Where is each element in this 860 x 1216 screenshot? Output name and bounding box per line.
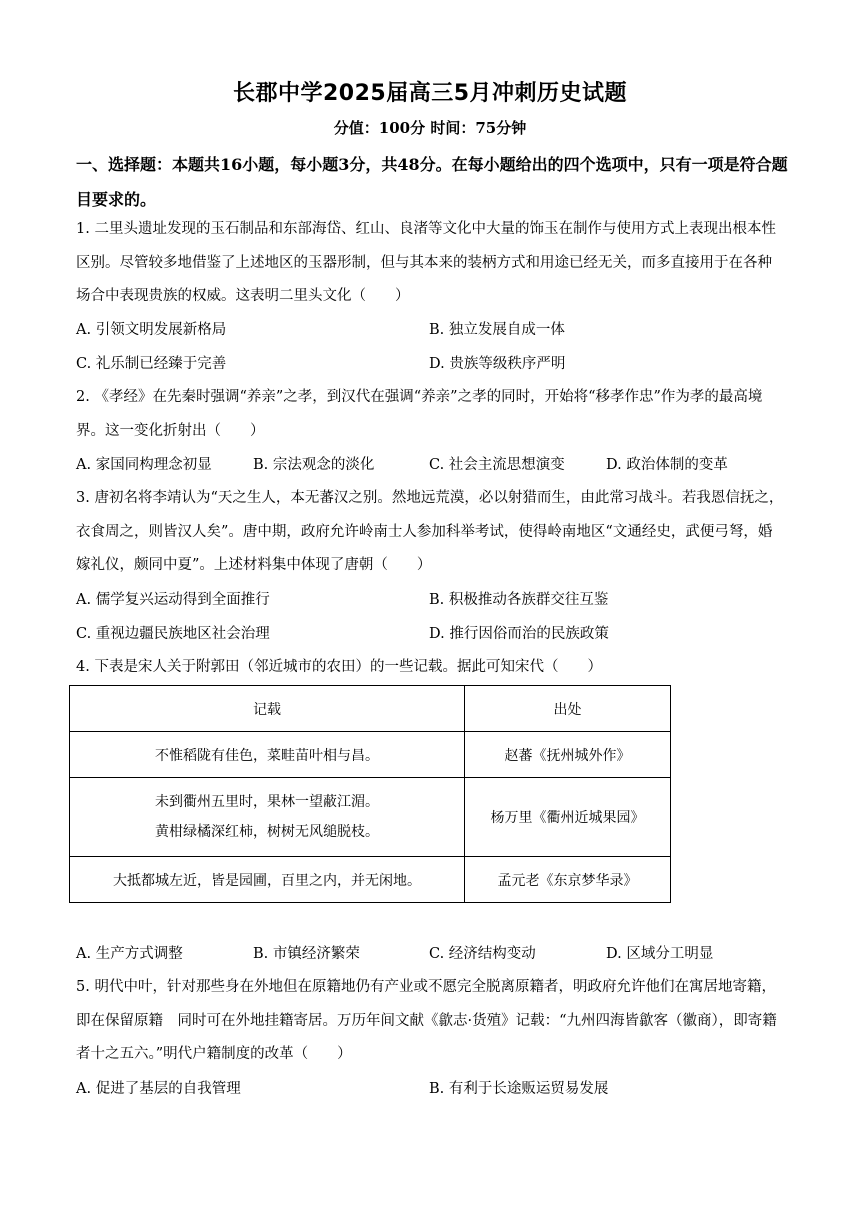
question-1-stem: 1. 二里头遗址发现的玉石制品和东部海岱、红山、良渚等文化中大量的饰玉在制作与使用方式上表现出根本性区别。尽管较多地借鉴了上述地区的玉器形制，但与其本来的装柄方式和用途已经无关，而多直接用于在各种场合中表现贵族的权威。这表明二里头文化（ ）	[76, 221, 776, 304]
question-3-options-2	[76, 617, 788, 651]
option-b: B. 宗法观念的淡化	[253, 457, 375, 473]
option-a: A. 家国同构理念初显	[76, 457, 212, 473]
option-d: D. 推行因俗而治的民族政策	[429, 626, 609, 642]
option-d: D. 政治体制的变革	[606, 457, 728, 473]
option-c: C. 经济结构变动	[429, 946, 536, 962]
record-line: 未到衢州五里时，果林一望蔽江湄。	[155, 794, 379, 810]
source-cell: 孟元老《东京梦华录》	[465, 857, 671, 903]
option-d: D. 贵族等级秩序严明	[429, 356, 566, 372]
table-row	[70, 732, 671, 778]
question-1-options-2	[76, 347, 788, 381]
question-3-stem: 3. 唐初名将李靖认为“天之生人，本无蕃汉之别。然地远荒漠，必以射猎而生，由此常习战斗。若我恩信抚之，衣食周之，则皆汉人矣”。唐中期，政府允许岭南士人参加科举考试，使得岭南地区“文通经史，武便弓弩，婚嫁礼仪，颇同中夏”。上述材料集中体现了唐朝（ ）	[76, 490, 784, 573]
option-b: B. 有利于长途贩运贸易发展	[429, 1081, 609, 1097]
section-heading: 一、选择题：本题共16小题，每小题3分，共48分。在每小题给出的四个选项中，只有一项是符合题目要求的。	[76, 155, 788, 209]
question-4-stem: 4. 下表是宋人关于附郭田（邻近城市的农田）的一些记载。据此可知宋代（ ）	[76, 659, 602, 675]
option-a: A. 引领文明发展新格局	[76, 322, 227, 338]
question-2-stem: 2. 《孝经》在先秦时强调“养亲”之孝，到汉代在强调“养亲”之孝的同时，开始将“移孝作忠”作为孝的最高境界。这一变化折射出（ ）	[76, 389, 763, 439]
option-c: C. 礼乐制已经臻于完善	[76, 356, 227, 372]
option-b: B. 市镇经济繁荣	[253, 946, 360, 962]
question-4-options	[76, 937, 788, 971]
option-d: D. 区域分工明显	[606, 946, 714, 962]
question-2-options	[76, 448, 788, 482]
table-header-record: 记载	[70, 686, 465, 732]
records-table	[69, 685, 671, 903]
question-5-options	[76, 1072, 788, 1106]
record-cell	[70, 778, 465, 857]
source-cell: 杨万里《衢州近城果园》	[465, 778, 671, 857]
option-c: C. 重视边疆民族地区社会治理	[76, 626, 270, 642]
option-b: B. 独立发展自成一体	[429, 322, 565, 338]
option-c: C. 社会主流思想演变	[429, 457, 565, 473]
option-a: A. 生产方式调整	[76, 946, 183, 962]
record-line: 黄柑绿橘深红柿，树树无风缒脱枝。	[155, 824, 379, 840]
option-a: A. 促进了基层的自我管理	[76, 1081, 241, 1097]
question-3-options	[76, 583, 788, 617]
question-5-stem: 5. 明代中叶，针对那些身在外地但在原籍地仍有产业或不愿完全脱离原籍者，明政府允许他们在寓居地寄籍，即在保留原籍 同时可在外地挂籍寄居。万历年间文献《歙志·货殖》记载：“九州四海皆歙客（徽商），即寄籍者十之五六。”明代户籍制度的改革（ ）	[76, 979, 777, 1062]
option-a: A. 儒学复兴运动得到全面推行	[76, 592, 270, 608]
exam-subtitle: 分值：100分 时间：75分钟	[333, 119, 527, 137]
option-b: B. 积极推动各族群交往互鉴	[429, 592, 609, 608]
table-row	[70, 778, 671, 857]
table-row	[70, 857, 671, 903]
question-1-options	[76, 313, 788, 347]
record-cell: 不惟稻陇有佳色，菜畦苗叶相与昌。	[70, 732, 465, 778]
exam-title: 长郡中学2025届高三5月冲刺历史试题	[232, 81, 628, 106]
table-header-row	[70, 686, 671, 732]
record-cell: 大抵都城左近，皆是园圃，百里之内，并无闲地。	[70, 857, 465, 903]
source-cell: 赵蕃《抚州城外作》	[465, 732, 671, 778]
table-header-source: 出处	[465, 686, 671, 732]
